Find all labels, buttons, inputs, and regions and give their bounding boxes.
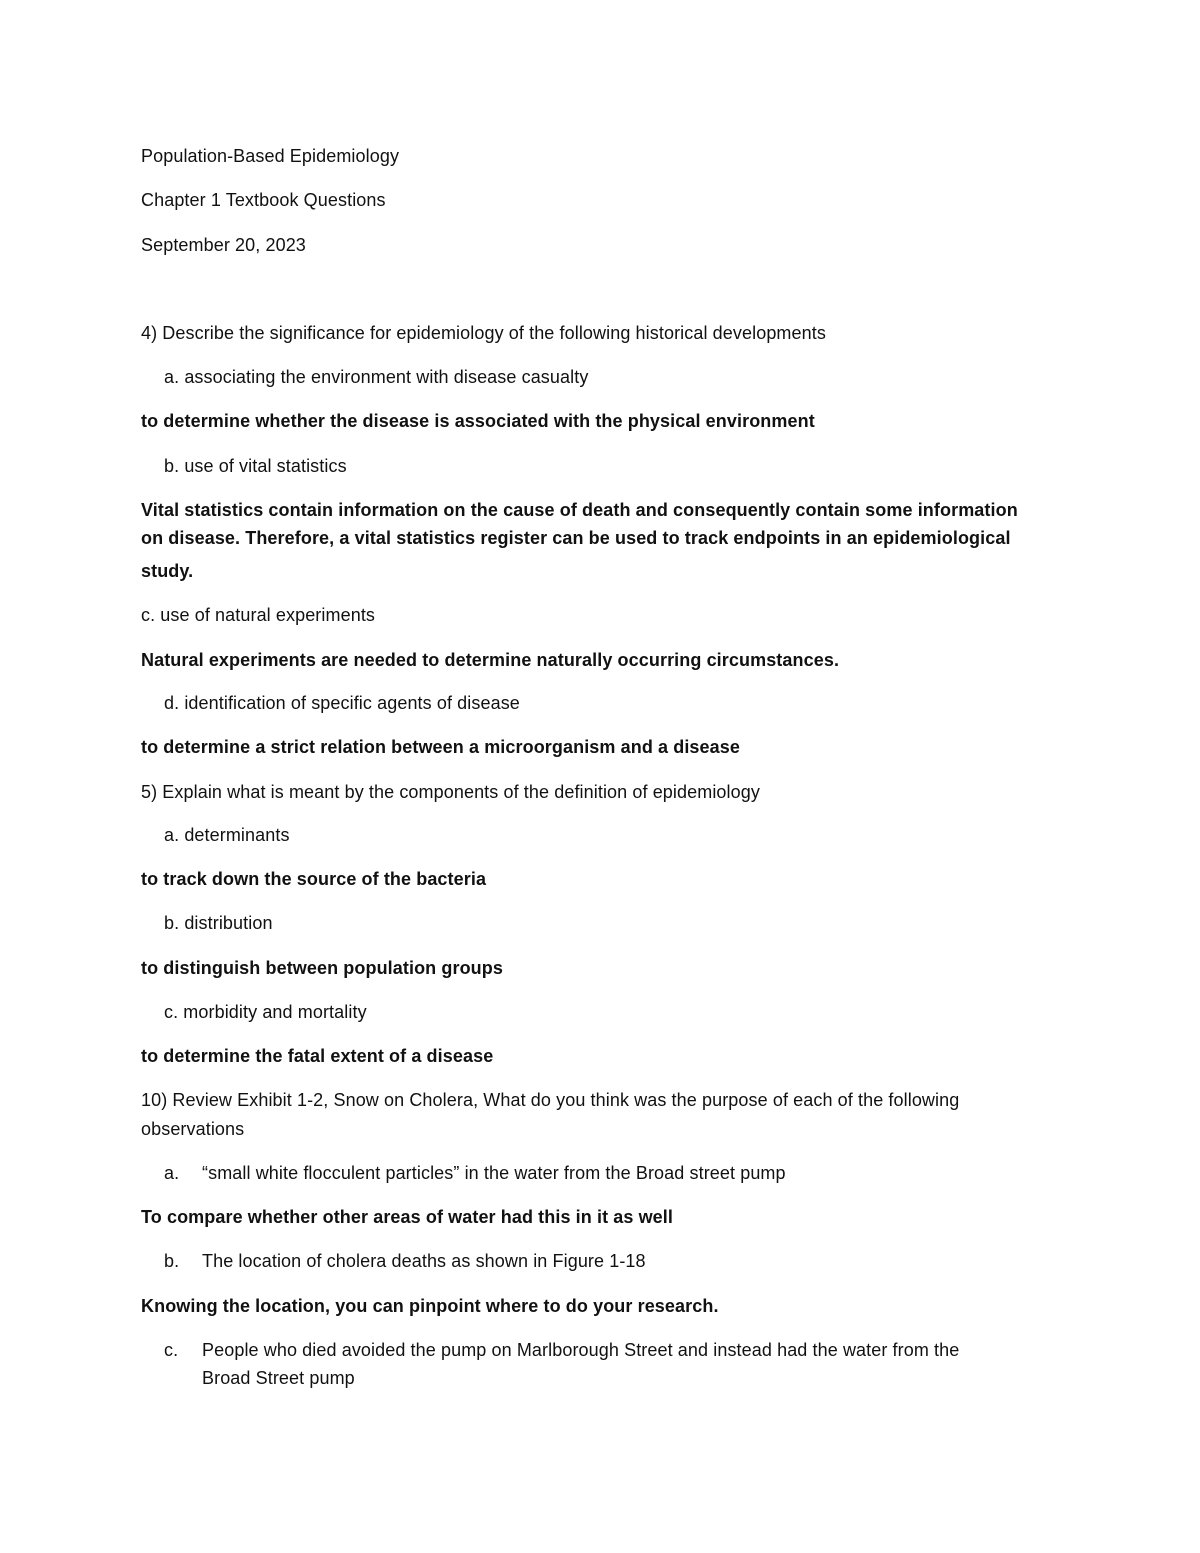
question-10a-label: a. (164, 1163, 180, 1183)
question-10a-text: “small white flocculent particles” in the water from the Broad street pump (202, 1163, 786, 1183)
question-5a: a. determinants (164, 825, 290, 845)
document-date: September 20, 2023 (141, 235, 306, 255)
question-10c-text-line-2: Broad Street pump (202, 1368, 355, 1388)
question-10-prompt-line-2: observations (141, 1119, 245, 1139)
answer-4a: to determine whether the disease is associated with the physical environment (141, 411, 815, 431)
course-title: Population-Based Epidemiology (141, 146, 400, 166)
question-5b: b. distribution (164, 913, 273, 933)
question-10c-label: c. (164, 1340, 179, 1360)
assignment-title: Chapter 1 Textbook Questions (141, 190, 386, 210)
answer-4d: to determine a strict relation between a microorganism and a disease (141, 737, 740, 757)
question-4d: d. identification of specific agents of disease (164, 693, 520, 713)
answer-4b-line-3: study. (141, 561, 194, 581)
question-4b: b. use of vital statistics (164, 456, 347, 476)
question-4a: a. associating the environment with disease casualty (164, 367, 589, 387)
question-10-prompt-line-1: 10) Review Exhibit 1-2, Snow on Cholera, What do you think was the purpose of each of the following (141, 1090, 960, 1110)
question-4c: c. use of natural experiments (141, 605, 376, 625)
answer-10a: To compare whether other areas of water had this in it as well (141, 1207, 673, 1227)
question-5c: c. morbidity and mortality (164, 1002, 367, 1022)
question-10c-text-line-1: People who died avoided the pump on Marlborough Street and instead had the water from the (202, 1340, 960, 1360)
question-5-prompt: 5) Explain what is meant by the components of the definition of epidemiology (141, 782, 760, 802)
question-10b-text: The location of cholera deaths as shown in Figure 1-18 (202, 1251, 646, 1271)
answer-5c: to determine the fatal extent of a disease (141, 1046, 494, 1066)
question-4-prompt: 4) Describe the significance for epidemiology of the following historical developments (141, 323, 826, 343)
question-10b-label: b. (164, 1251, 180, 1271)
answer-4b-line-2: on disease. Therefore, a vital statistics register can be used to track endpoints in an epidemiological (141, 528, 1011, 548)
answer-4b-line-1: Vital statistics contain information on the cause of death and consequently contain some information (141, 500, 1018, 520)
answer-4c: Natural experiments are needed to determine naturally occurring circumstances. (141, 650, 840, 670)
answer-5a: to track down the source of the bacteria (141, 869, 487, 889)
answer-10b: Knowing the location, you can pinpoint where to do your research. (141, 1296, 719, 1316)
answer-5b: to distinguish between population groups (141, 958, 503, 978)
